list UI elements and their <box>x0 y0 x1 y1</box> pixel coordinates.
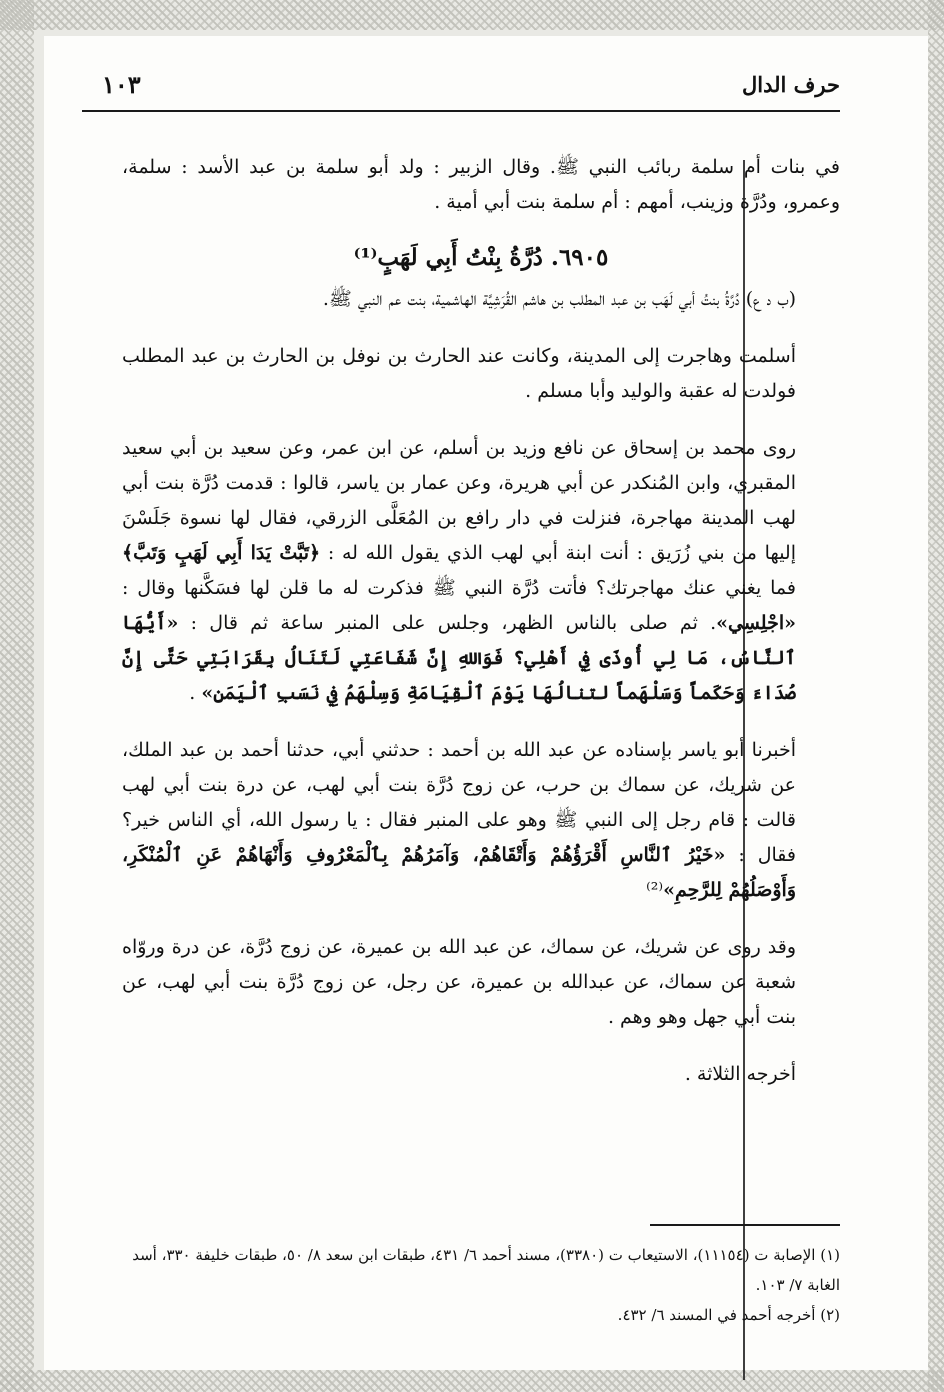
paragraph-intro: في بنات أم سلمة ربائب النبي ﷺ. وقال الزبير : ولد أبو سلمة بن عبد الأسد : سلمة، وعمرو، ودُرَّة وزينب، أمهم : أم سلمة بنت أبي أمية . <box>122 156 840 213</box>
footnote-ref-2: ⁽²⁾ <box>646 879 664 901</box>
footnote-1: (١) الإصابة ت (١١١٥٤)، الاستيعاب ت (٣٣٨٠)، مسند أحمد ٦/ ٤٣١، طبقات ابن سعد ٨/ ٥٠، طبقات خليفة ٣٣٠، أسد الغابة ٧/ ١٠٣. <box>132 1246 840 1294</box>
paragraph-entry-summary: (ب د ع) دُرَّةُ بنتُ أبي لَهَب بن عبد المطلب بن هاشم القُرَشِيَّة الهاشمية، بنت عم النبي ﷺ. <box>322 288 796 310</box>
quran-verse: ﴿تَبَّتْ يَدَا أَبِي لَهَبٍ وَتَبَّ﴾ <box>122 542 321 564</box>
hadith-sermon: «أَيُّهَا ٱلنَّاسُ، مَا لِي أُوذَى فِي أَهْلِي؟ فَوَاللهِ إِنَّ شَفَاعَتِي لَتَنَالُ بِقَرَابَتِي حَتَّى إِنَّ صُدَاءَ وَحَكَماً وَسَلْهَماً لتنالُهَا يَوْمَ ٱلْقِيَامَةِ وَسِلْهَمُ فِي نَسَبِ ٱلْيَمَنِ» <box>122 612 796 704</box>
page-header <box>82 66 840 112</box>
narration-text-3: . ثم صلى بالناس الظهر، وجلس على المنبر ساعة ثم قال : <box>178 612 717 634</box>
paragraph-conclusion: أخرجه الثلاثة . <box>684 1063 796 1085</box>
page-body <box>122 150 840 1092</box>
footnote-2: (٢) أخرجه أحمد في المسند ٦/ ٤٣٢. <box>617 1306 840 1324</box>
narration-text-1: روى محمد بن إسحاق عن نافع وزيد بن أسلم، عن ابن عمر، وعن سعيد بن أبي سعيد المقبري، وابن المُنكدر عن أبي هريرة، وعن عمار بن ياسر، قالوا : قدمت دُرَّة بنت أبي لهب المدينة مهاجرة، فنزلت في دار رافع بن المُعَلَّى الزرقي، فقال لها نسوة جَلَسْنَ إليها من بني زُرَيق : أنت ابنة أبي لهب الذي يقول الله له : <box>122 437 796 564</box>
decorative-border-top <box>0 0 944 30</box>
narration-end: . <box>189 682 202 704</box>
paragraph-hijra: أسلمت وهاجرت إلى المدينة، وكانت عند الحارث بن نوفل بن الحارث بن عبد المطلب فولدت له عقبة والوليد وأبا مسلم . <box>122 345 796 402</box>
hadith-best-people: «خَيْرُ ٱلنَّاسِ أَقْرَؤُهُمْ وَأَتْقَاهُمْ، وَآمَرُهُمْ بِٱلْمَعْرُوفِ وَأَنْهَاهُمْ عَنِ ٱلْمُنْكَرِ، وَأَوْصَلُهُمْ لِلرَّحِمِ» <box>122 844 796 901</box>
decorative-border-left <box>0 0 34 1392</box>
running-title: حرف الدال <box>742 72 840 97</box>
paragraph-narration <box>122 431 840 711</box>
footnotes <box>122 1240 840 1330</box>
decorative-border-right <box>928 0 944 1392</box>
entry-title: ٦٩٠٥. دُرَّةُ بِنْتُ أَبِي لَهَبٍ⁽¹⁾ <box>353 244 609 271</box>
paragraph-isnad <box>122 733 840 908</box>
hadith-ajlisi: «اجْلِسِي» <box>716 612 796 634</box>
footnote-separator <box>650 1224 840 1226</box>
paragraph-other-chain: وقد روى عن شريك، عن سماك، عن عبد الله بن عميرة، عن زوج دُرَّة، عن درة وروّاه شعبة عن سماك، عن عبدالله بن عميرة، عن رجل، عن زوج دُرَّة بنت أبي لهب، عن بنت أبي جهل وهو وهم . <box>122 936 796 1028</box>
decorative-border-bottom <box>0 1370 944 1392</box>
page-number: ١٠٣ <box>102 70 141 99</box>
isnad-text: أخبرنا أبو ياسر بإسناده عن عبد الله بن أحمد : حدثني أبي، حدثنا أحمد بن عبد الملك، عن شريك، عن سماك بن حرب، عن زوج دُرَّة بنت أبي لهب، عن درة بنت أبي لهب قالت : قام رجل إلى النبي ﷺ وهو على المنبر فقال : يا رسول الله، أي الناس خير؟ فقال : <box>122 739 796 866</box>
narration-text-2: فما يغني عنك مهاجرتك؟ فأتت دُرَّة النبي ﷺ فذكرت له ما قلن لها فسَكَّنها وقال : <box>122 577 796 599</box>
